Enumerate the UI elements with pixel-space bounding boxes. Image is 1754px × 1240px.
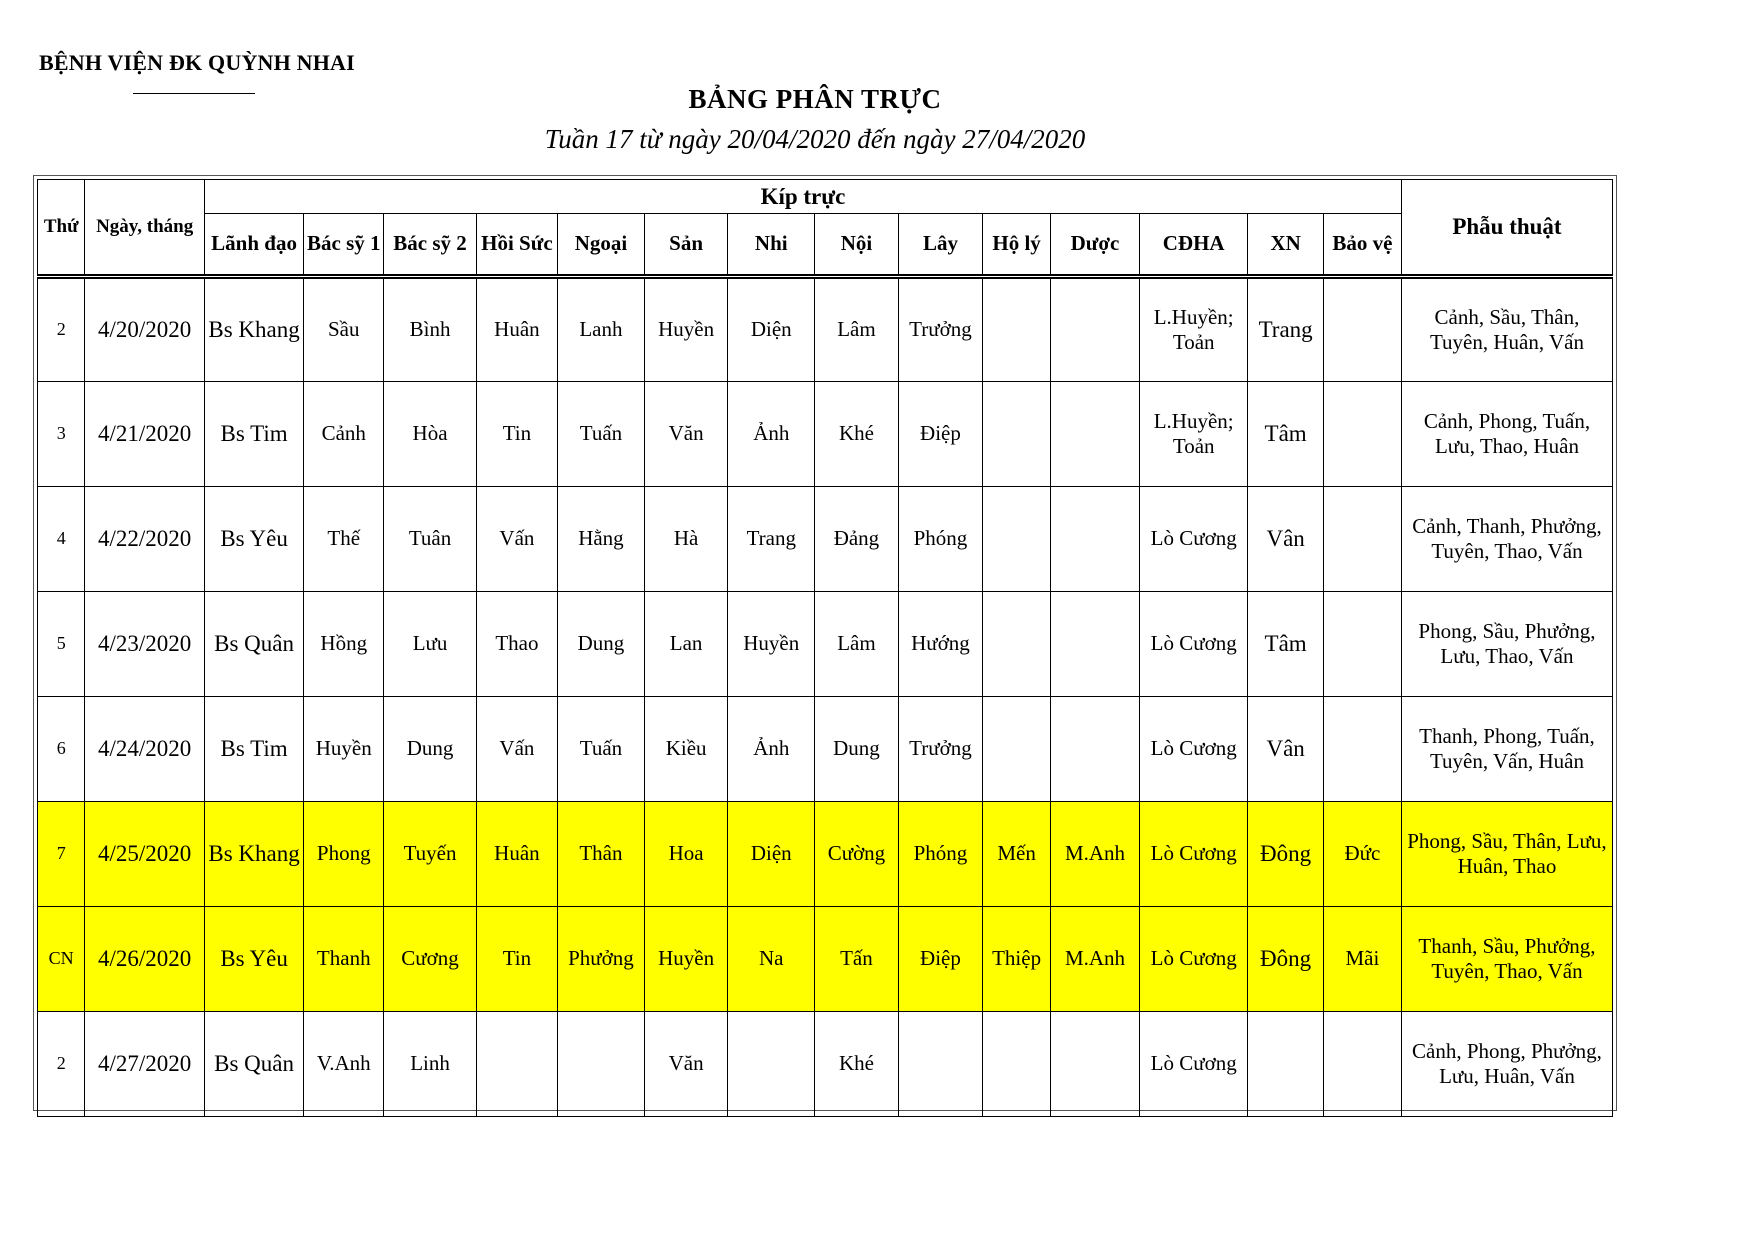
table-row [38,592,1613,697]
cell-doctor2: Lưu [384,592,477,697]
cell-lab: Tâm [1248,382,1324,487]
cell-obstetrics: Huyền [644,907,727,1012]
cell-doctor1: Phong [304,802,384,907]
cell-infectious: Điệp [898,382,983,487]
cell-infectious: Phóng [898,802,983,907]
cell-infectious: Trưởng [898,697,983,802]
cell-internal: Cường [815,802,898,907]
cell-pharmacy: M.Anh [1050,802,1139,907]
col-header-imaging: CĐHA [1140,214,1248,277]
table-row [38,382,1613,487]
cell-lab: Tâm [1248,592,1324,697]
col-header-doctor2: Bác sỹ 2 [384,214,477,277]
cell-imaging: Lò Cương [1140,802,1248,907]
cell-doctor2: Bình [384,277,477,382]
cell-day: 2 [38,1012,85,1117]
cell-lab: Đông [1248,907,1324,1012]
cell-date: 4/25/2020 [85,802,205,907]
cell-nursing: Thiệp [983,907,1051,1012]
col-header-obstetrics: Sản [644,214,727,277]
cell-surgery-ward [558,1012,645,1117]
cell-icu: Huân [476,802,557,907]
cell-security: Mãi [1323,907,1401,1012]
cell-obstetrics: Văn [644,382,727,487]
cell-operations: Cảnh, Sầu, Thân, Tuyên, Huân, Vấn [1401,277,1612,382]
cell-surgery-ward: Thân [558,802,645,907]
cell-internal: Dung [815,697,898,802]
cell-date: 4/21/2020 [85,382,205,487]
cell-obstetrics: Kiều [644,697,727,802]
cell-infectious: Điệp [898,907,983,1012]
col-header-leader: Lãnh đạo [204,214,303,277]
cell-date: 4/24/2020 [85,697,205,802]
cell-surgery-ward: Hằng [558,487,645,592]
cell-pediatrics: Na [728,907,815,1012]
cell-imaging: L.Huyền; Toản [1140,382,1248,487]
cell-operations: Cảnh, Phong, Tuấn, Lưu, Thao, Huân [1401,382,1612,487]
cell-infectious: Phóng [898,487,983,592]
col-header-pharmacy: Dược [1050,214,1139,277]
cell-security: Đức [1323,802,1401,907]
cell-surgery-ward: Lanh [558,277,645,382]
cell-day: CN [38,907,85,1012]
cell-security [1323,1012,1401,1117]
cell-leader: Bs Yêu [204,907,303,1012]
cell-pharmacy [1050,277,1139,382]
cell-obstetrics: Hoa [644,802,727,907]
cell-leader: Bs Khang [204,277,303,382]
cell-leader: Bs Quân [204,592,303,697]
cell-pharmacy [1050,697,1139,802]
duty-schedule-table [37,179,1613,1117]
cell-icu: Huân [476,277,557,382]
cell-leader: Bs Yêu [204,487,303,592]
cell-doctor1: Huyền [304,697,384,802]
cell-nursing [983,277,1051,382]
table-row [38,487,1613,592]
cell-surgery-ward: Tuấn [558,382,645,487]
table-row [38,802,1613,907]
cell-doctor2: Hòa [384,382,477,487]
cell-doctor1: V.Anh [304,1012,384,1117]
cell-operations: Phong, Sầu, Thân, Lưu, Huân, Thao [1401,802,1612,907]
cell-icu: Vấn [476,697,557,802]
col-header-pediatrics: Nhi [728,214,815,277]
cell-day: 6 [38,697,85,802]
cell-internal: Tấn [815,907,898,1012]
cell-doctor1: Sầu [304,277,384,382]
cell-surgery-ward: Tuấn [558,697,645,802]
cell-doctor2: Dung [384,697,477,802]
cell-infectious: Trưởng [898,277,983,382]
col-header-icu: Hồi Sức [476,214,557,277]
col-header-date: Ngày, tháng [85,180,205,277]
cell-lab: Đông [1248,802,1324,907]
cell-pharmacy [1050,382,1139,487]
cell-lab: Vân [1248,697,1324,802]
cell-pediatrics: Ảnh [728,382,815,487]
cell-pharmacy [1050,487,1139,592]
cell-imaging: Lò Cương [1140,592,1248,697]
cell-infectious: Hướng [898,592,983,697]
cell-icu: Vấn [476,487,557,592]
col-header-internal: Nội [815,214,898,277]
cell-icu: Thao [476,592,557,697]
col-header-day: Thứ [38,180,85,277]
cell-pediatrics: Ảnh [728,697,815,802]
cell-lab: Vân [1248,487,1324,592]
cell-leader: Bs Quân [204,1012,303,1117]
cell-internal: Đảng [815,487,898,592]
cell-pediatrics: Trang [728,487,815,592]
col-header-lab: XN [1248,214,1324,277]
cell-surgery-ward: Dung [558,592,645,697]
col-header-shift-group: Kíp trực [204,180,1401,214]
cell-lab: Trang [1248,277,1324,382]
cell-pediatrics [728,1012,815,1117]
cell-leader: Bs Tim [204,382,303,487]
cell-nursing [983,592,1051,697]
cell-doctor2: Linh [384,1012,477,1117]
cell-doctor1: Hồng [304,592,384,697]
cell-day: 3 [38,382,85,487]
cell-internal: Lâm [815,277,898,382]
cell-security [1323,277,1401,382]
cell-internal: Khé [815,1012,898,1117]
cell-doctor1: Thế [304,487,384,592]
table-row [38,277,1613,382]
cell-pharmacy: M.Anh [1050,907,1139,1012]
cell-operations: Cảnh, Phong, Phưởng, Lưu, Huân, Vấn [1401,1012,1612,1117]
cell-icu: Tin [476,907,557,1012]
cell-doctor2: Tuân [384,487,477,592]
col-header-doctor1: Bác sỹ 1 [304,214,384,277]
cell-leader: Bs Tim [204,697,303,802]
cell-infectious [898,1012,983,1117]
cell-pediatrics: Diện [728,277,815,382]
cell-day: 5 [38,592,85,697]
cell-obstetrics: Lan [644,592,727,697]
col-header-nursing: Hộ lý [983,214,1051,277]
cell-operations: Phong, Sầu, Phưởng, Lưu, Thao, Vấn [1401,592,1612,697]
cell-nursing [983,487,1051,592]
cell-imaging: L.Huyền; Toản [1140,277,1248,382]
cell-internal: Khé [815,382,898,487]
schedule-table-frame [33,175,1617,1111]
cell-pediatrics: Diện [728,802,815,907]
col-header-security: Bảo vệ [1323,214,1401,277]
hospital-name: BỆNH VIỆN ĐK QUỲNH NHAI [39,50,355,75]
cell-doctor1: Thanh [304,907,384,1012]
cell-nursing [983,697,1051,802]
cell-imaging: Lò Cương [1140,697,1248,802]
cell-obstetrics: Văn [644,1012,727,1117]
cell-leader: Bs Khang [204,802,303,907]
cell-security [1323,382,1401,487]
table-row [38,1012,1613,1117]
schedule-rows [38,277,1613,1117]
cell-doctor2: Cương [384,907,477,1012]
cell-imaging: Lò Cương [1140,487,1248,592]
cell-obstetrics: Hà [644,487,727,592]
cell-date: 4/20/2020 [85,277,205,382]
table-row [38,907,1613,1012]
cell-doctor2: Tuyến [384,802,477,907]
cell-security [1323,592,1401,697]
cell-pharmacy [1050,1012,1139,1117]
cell-security [1323,487,1401,592]
cell-imaging: Lò Cương [1140,907,1248,1012]
cell-nursing [983,1012,1051,1117]
cell-pharmacy [1050,592,1139,697]
cell-surgery-ward: Phưởng [558,907,645,1012]
cell-icu [476,1012,557,1117]
cell-obstetrics: Huyền [644,277,727,382]
table-row [38,697,1613,802]
cell-internal: Lâm [815,592,898,697]
col-header-operations: Phẫu thuật [1401,180,1612,277]
cell-operations: Thanh, Sầu, Phưởng, Tuyên, Thao, Vấn [1401,907,1612,1012]
cell-date: 4/23/2020 [85,592,205,697]
cell-doctor1: Cảnh [304,382,384,487]
cell-security [1323,697,1401,802]
cell-date: 4/26/2020 [85,907,205,1012]
cell-lab [1248,1012,1324,1117]
cell-operations: Thanh, Phong, Tuấn, Tuyên, Vấn, Huân [1401,697,1612,802]
cell-day: 4 [38,487,85,592]
col-header-infectious: Lây [898,214,983,277]
col-header-surgery-ward: Ngoại [558,214,645,277]
cell-date: 4/22/2020 [85,487,205,592]
page-title: BẢNG PHÂN TRỰC [688,84,942,114]
cell-day: 7 [38,802,85,907]
cell-pediatrics: Huyền [728,592,815,697]
cell-operations: Cảnh, Thanh, Phưởng, Tuyên, Thao, Vấn [1401,487,1612,592]
cell-day: 2 [38,277,85,382]
page-subtitle: Tuần 17 từ ngày 20/04/2020 đến ngày 27/04/2020 [544,124,1086,154]
cell-icu: Tin [476,382,557,487]
cell-imaging: Lò Cương [1140,1012,1248,1117]
cell-nursing [983,382,1051,487]
cell-date: 4/27/2020 [85,1012,205,1117]
cell-nursing: Mến [983,802,1051,907]
